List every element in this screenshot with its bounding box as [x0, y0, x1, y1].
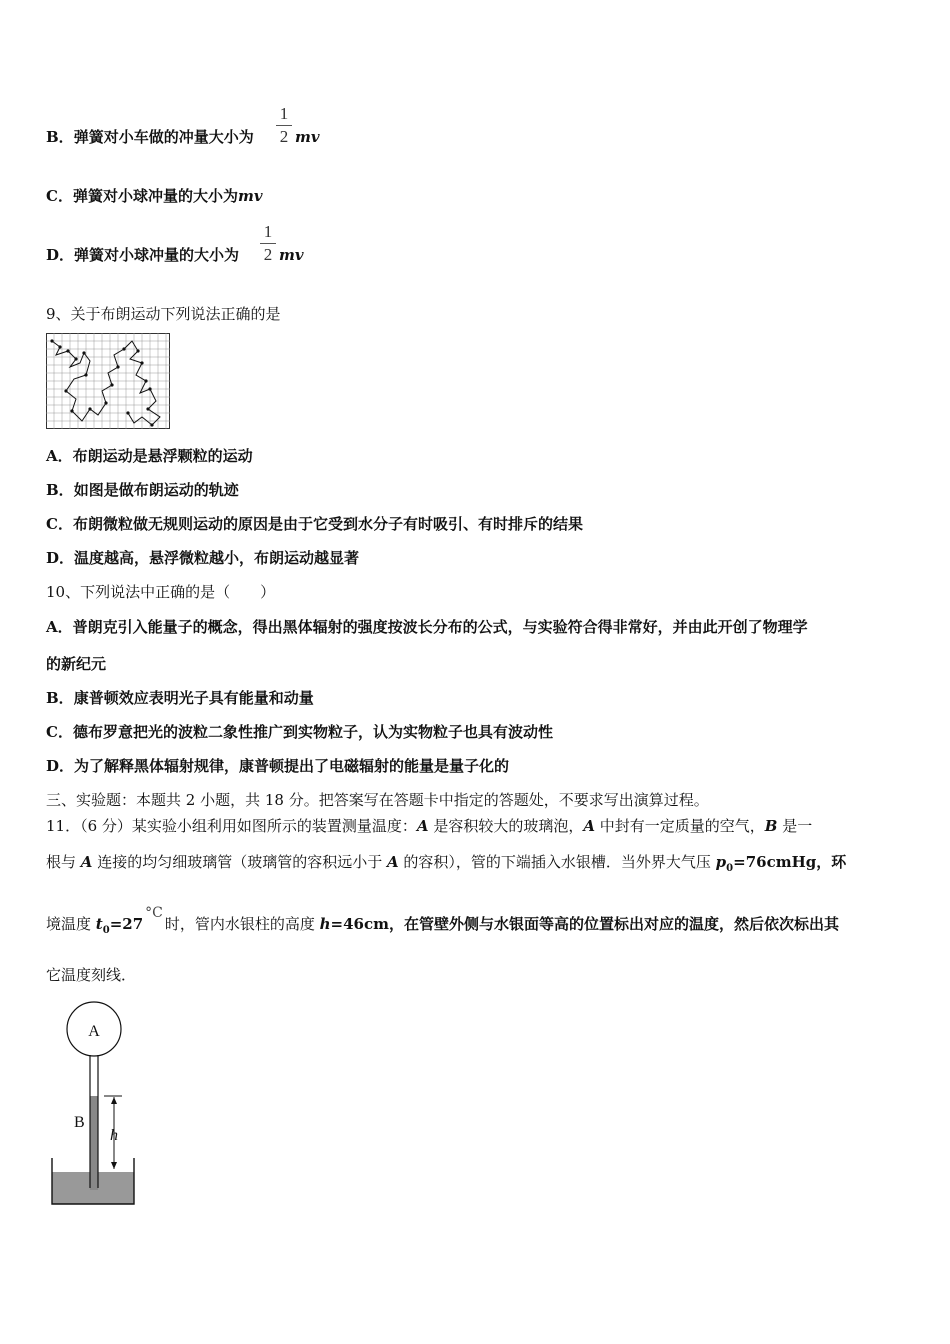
degree-celsius: °C — [145, 905, 163, 921]
q8-option-b-unit: mv — [295, 128, 320, 146]
section-3-heading: 三、实验题：本题共 2 小题，共 18 分。把答案写在答题卡中指定的答题处，不要求写出演算过程。 — [46, 791, 709, 809]
q11-line-3: 境温度 $t_0=27^\circ C$时，管内水银柱的高度 h=46cm，在管壁外侧与水银面等高的位置标出对应的温度，然后依次标出其 — [46, 905, 839, 936]
label-B: B — [74, 1114, 85, 1131]
q9-option-d: D．温度越高，悬浮微粒越小，布朗运动越显著 — [46, 549, 360, 567]
label-h: h — [110, 1127, 118, 1144]
label-A: A — [88, 1023, 100, 1040]
brownian-motion-figure — [46, 333, 170, 429]
q9-option-b: B．如图是做布朗运动的轨迹 — [46, 481, 239, 499]
q8-option-c: C．弹簧对小球冲量的大小为mv — [46, 187, 263, 205]
thermometer-apparatus-figure — [40, 996, 150, 1211]
q10-option-d: D．为了解释黑体辐射规律，康普顿提出了电磁辐射的能量是量子化的 — [46, 757, 510, 775]
q10-option-a: A．普朗克引入能量子的概念，得出黑体辐射的强度按波长分布的公式，与实验符合得非常好，并由此开创了物理学 — [46, 618, 808, 636]
q8-option-d-fraction: 1 2 — [260, 222, 276, 265]
q10-stem: 10、下列说法中正确的是（ ） — [46, 583, 276, 601]
q11-line-4: 它温度刻线． — [46, 966, 137, 984]
q8-option-d-unit: mv — [279, 246, 304, 264]
q8-option-b-fraction: 1 2 — [276, 104, 292, 147]
q8-option-b: B．弹簧对小车做的冲量大小为 — [46, 128, 254, 146]
q11-line-2: 根与 A 连接的均匀细玻璃管（玻璃管的容积远小于 A 的容积），管的下端插入水银槽．当外界大气压 $p_0=76cmHg$，环 — [46, 853, 847, 874]
q8-option-d: D．弹簧对小球冲量的大小为 — [46, 246, 240, 264]
q10-option-a-continued: 的新纪元 — [46, 655, 107, 673]
q10-option-c: C．德布罗意把光的波粒二象性推广到实物粒子，认为实物粒子也具有波动性 — [46, 723, 553, 741]
q11-line-1: 11．（6 分）某实验小组利用如图所示的装置测量温度：A 是容积较大的玻璃泡，A 中封有一定质量的空气，B 是一 — [46, 817, 813, 835]
q9-option-c: C．布朗微粒做无规则运动的原因是由于它受到水分子有时吸引、有时排斥的结果 — [46, 515, 583, 533]
q10-option-b: B．康普顿效应表明光子具有能量和动量 — [46, 689, 314, 707]
q9-option-a: A．布朗运动是悬浮颗粒的运动 — [46, 447, 253, 465]
q9-stem: 9、关于布朗运动下列说法正确的是 — [46, 305, 281, 323]
